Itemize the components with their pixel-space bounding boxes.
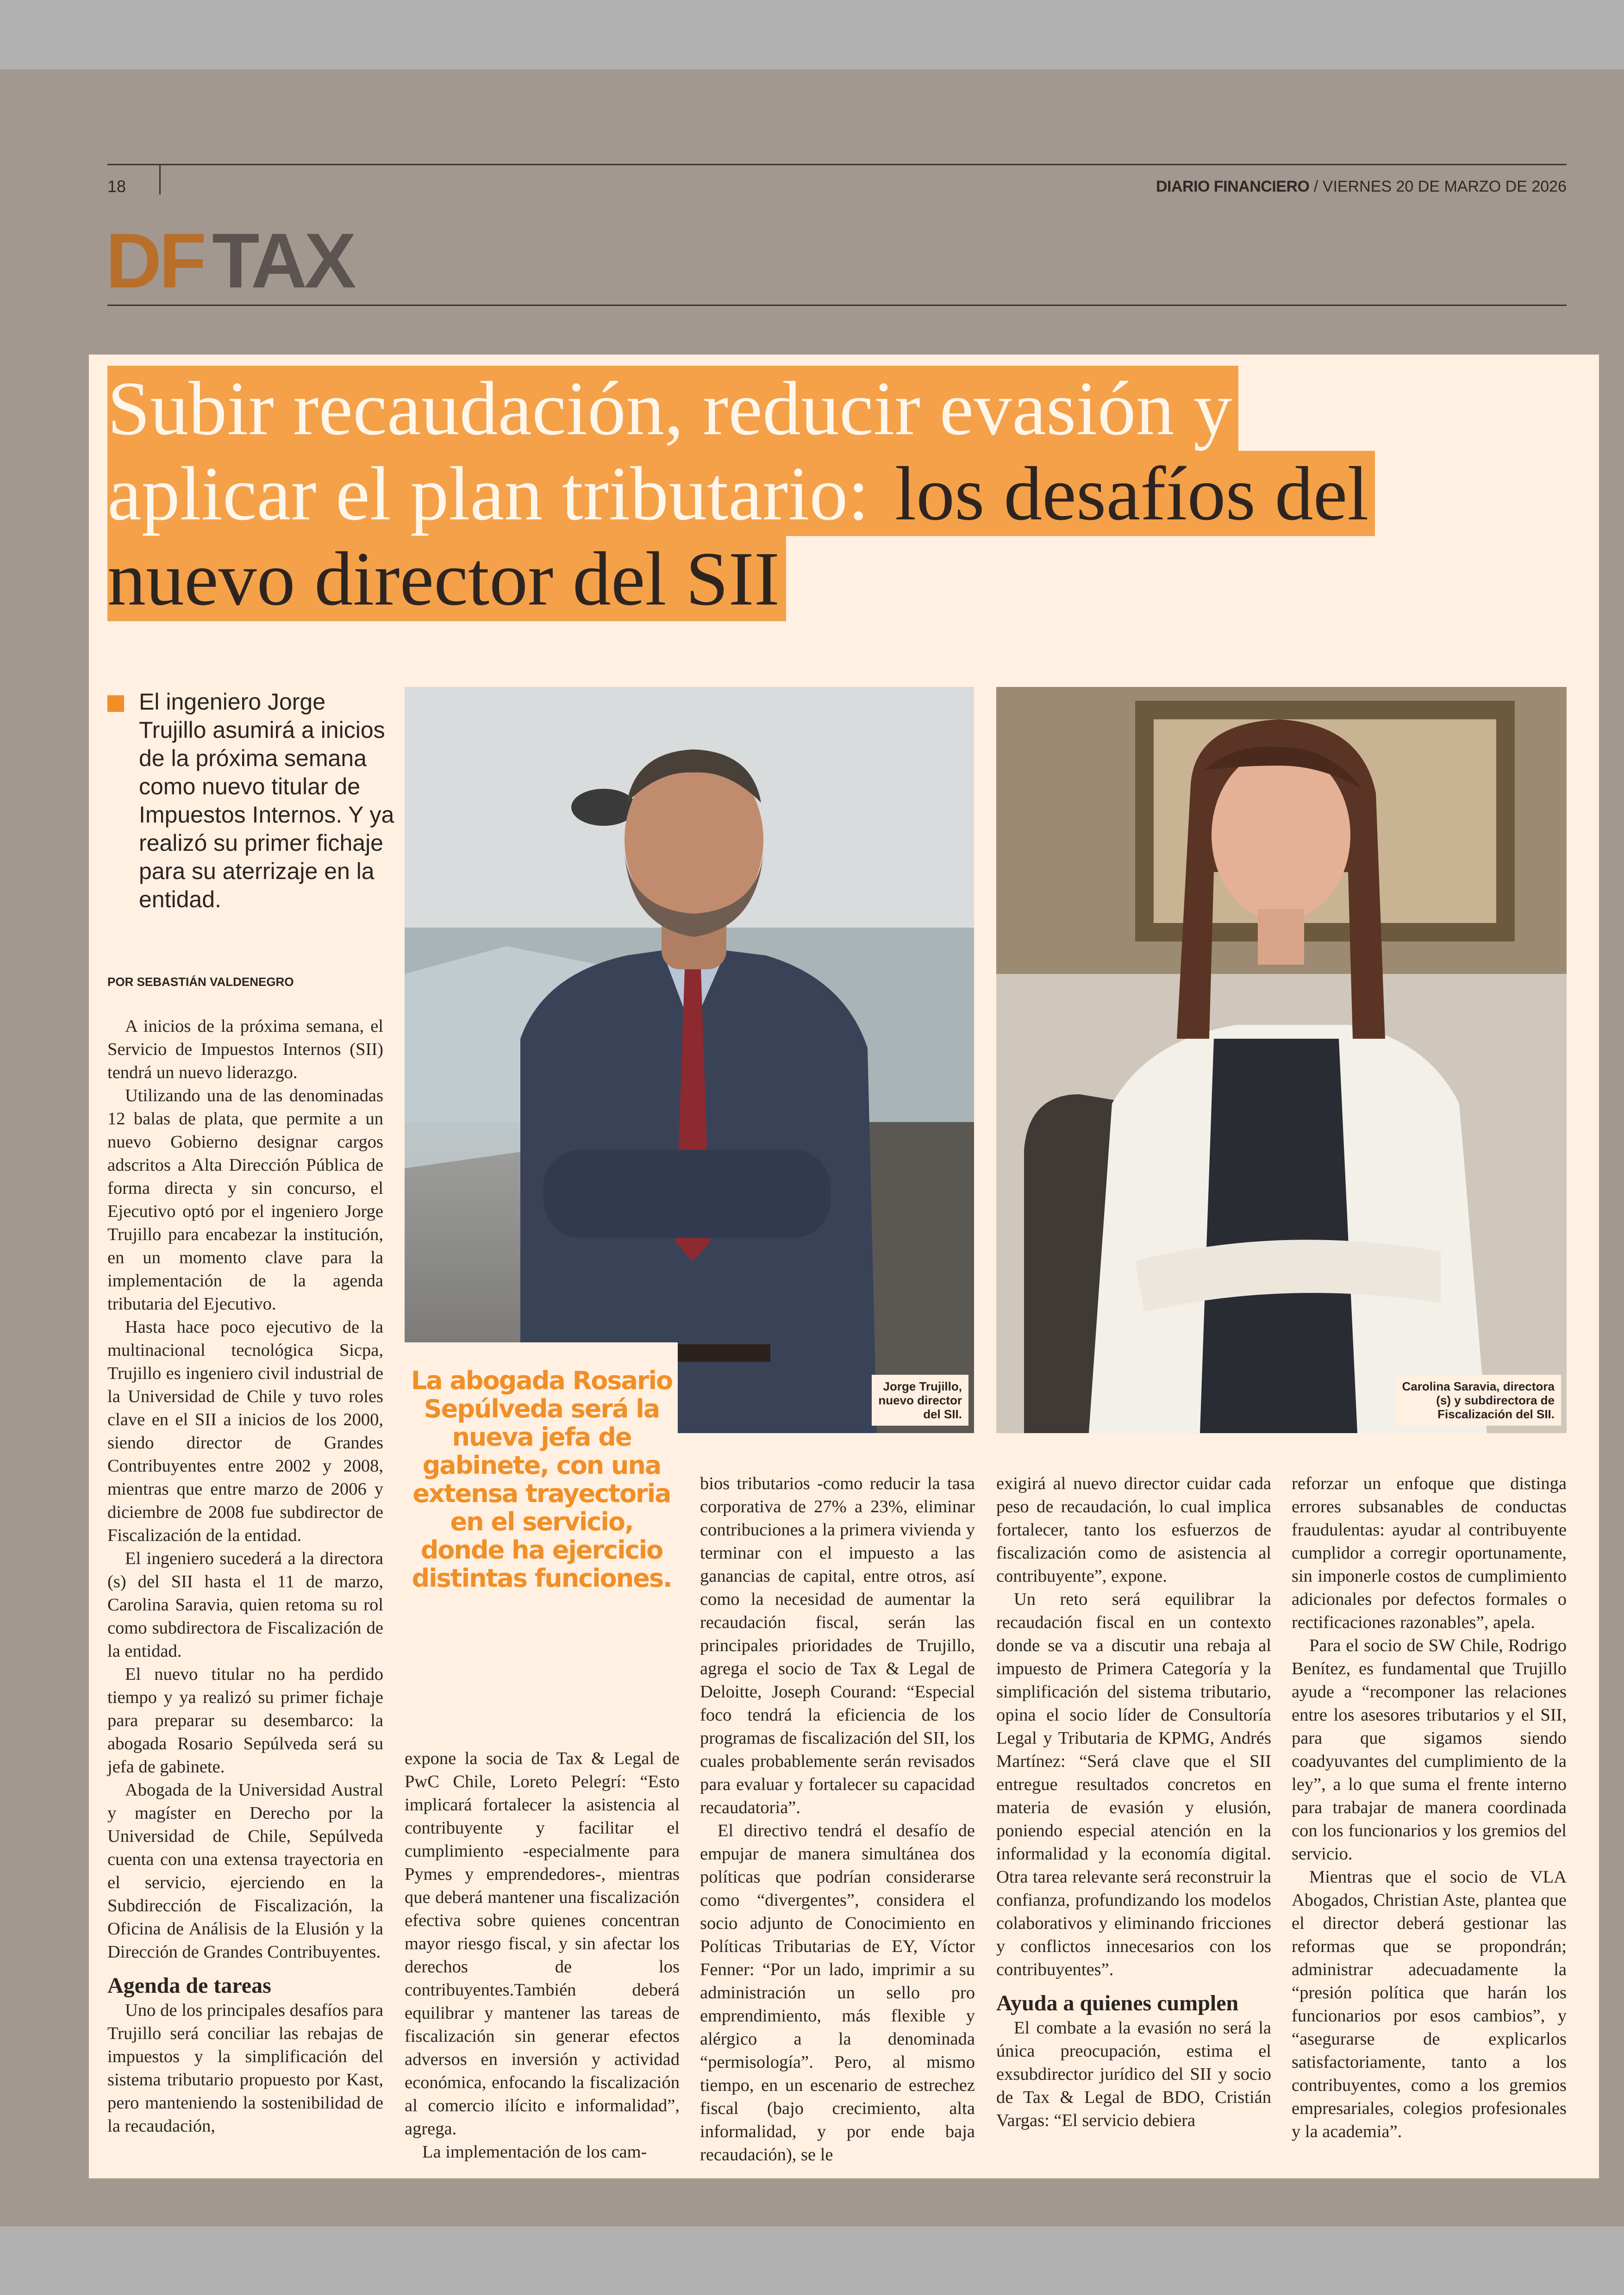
page-number-divider	[159, 165, 161, 194]
portrait-woman-illustration	[996, 687, 1567, 1433]
paragraph: El nuevo titular no ha perdido tiempo y ya realizó su primer fichaje para preparar su desembarco: la abogada Rosario Sepúlveda será su jefa de gabinete.	[107, 1665, 383, 1777]
headline	[107, 366, 1450, 621]
paragraph: Abogada de la Universidad Austral y magíster en Derecho por la Universidad de Chile, Sepúlveda cuenta con una extensa trayectoria en el servicio, ejerciendo en la Subdirección de Fiscalización, la Oficina de Análisis de la Elusión y la Dirección de Grandes Contribuyentes.	[107, 1780, 383, 1962]
byline: POR SEBASTIÁN VALDENEGRO	[107, 975, 294, 989]
page-number: 18	[107, 177, 126, 196]
pull-quote: La abogada Rosario Sepúlveda será la nueva jefa de gabinete, con una extensa trayectoria en el servicio, donde ha ejercicio distintas funciones.	[411, 1366, 673, 1593]
paragraph: El combate a la evasión no será la única preocupación, estima el exsubdirector jurídico del SII y socio de Tax & Legal de BDO, Cristián Vargas: “El servicio debiera	[996, 2018, 1271, 2130]
article-deck	[107, 688, 394, 914]
deck-text: El ingeniero Jorge Trujillo asumirá a inicios de la próxima semana como nuevo titular de Impuestos Internos. Y ya realizó su primer fichaje para su aterrizaje en la entidad.	[139, 689, 394, 912]
portrait-man-illustration	[405, 687, 974, 1433]
paragraph: La implementación de los cam-	[422, 2142, 647, 2162]
deck-bullet-square	[107, 695, 124, 712]
subhead-ayuda: Ayuda a quienes cumplen	[996, 1991, 1239, 2015]
newspaper-name: DIARIO FINANCIERO	[1156, 178, 1310, 195]
subhead-agenda: Agenda de tareas	[107, 1973, 271, 1998]
headline-highlighted: Subir recaudación, reducir evasión y aplicar el plan tributario:	[107, 366, 1238, 536]
photo-carolina-saravia	[996, 687, 1567, 1433]
paragraph: reforzar un enfoque que distinga errores subsanables de conductas fraudulentas: ayudar al contribuyente cumplidor a corregir oportunamente, sin imponerle costos de cumplimiento adicionales por defectos formales o rectificaciones razonables”, apela.	[1292, 1474, 1567, 1632]
article-column-5	[1292, 1472, 1567, 2143]
paragraph: bios tributarios -como reducir la tasa corporativa de 27% a 23%, eliminar contribuciones a la primera vivienda y terminar con el impuesto a las ganancias de capital, entre otros, así como la necesidad de aumentar la recaudación fiscal, serán las principales prioridades de Trujillo, agrega el socio de Tax & Legal de Deloitte, Joseph Courand: “Especial foco tendrá la eficiencia de los programas de fiscalización del SII, los cuales probablemente serán revisados para evaluar y fortalecer su capacidad recaudatoria”.	[700, 1474, 975, 1817]
photo-caption-saravia: Carolina Saravia, directora (s) y subdirectora de Fiscalización del SII.	[1396, 1375, 1561, 1426]
paragraph: Uno de los principales desafíos para Trujillo será conciliar las rebajas de impuestos y la simplificación del sistema tributario propuesto por Kast, pero manteniendo la sostenibilidad de la recaudación,	[107, 2001, 383, 2136]
article-column-4	[996, 1472, 1271, 2132]
top-rule	[107, 164, 1567, 165]
section-rule	[107, 305, 1567, 306]
paragraph: exigirá al nuevo director cuidar cada peso de recaudación, lo cual implica fortalecer, tanto los esfuerzos de fiscalización como de asistencia al contribuyente”, expone.	[996, 1474, 1271, 1586]
section-logo	[106, 217, 354, 304]
paragraph: Utilizando una de las denominadas 12 balas de plata, que permite a un nuevo Gobierno designar cargos adscritos a Alta Dirección Pública de forma directa y sin concurso, el Ejecutivo optó por el ingeniero Jorge Trujillo para encabezar la institución, en un momento clave para la implementación de la agenda tributaria del Ejecutivo.	[107, 1086, 383, 1314]
photo-jorge-trujillo	[405, 687, 974, 1433]
paragraph: El ingeniero sucederá a la directora (s) del SII hasta el 11 de marzo, Carolina Saravia, quien retoma su rol como subdirectora de Fiscalización de la entidad.	[107, 1549, 383, 1661]
dateline	[1156, 178, 1567, 196]
headline-dark: los desafíos del nuevo director del SII	[107, 451, 1375, 621]
paragraph: expone la socia de Tax & Legal de PwC Chile, Loreto Pelegrí: “Esto implicará fortalecer la asistencia al contribuyente y facilitar el cumplimiento -especialmente para Pymes y emprendedores-, mientras que deberá mantener una fiscalización efectiva sobre quienes concentran mayor riesgo fiscal, y sin afectar los derechos de los contribuyentes.También deberá equilibrar y mantener las tareas de fiscalización sin generar efectos adversos en inversión y actividad económica, enfocando la fiscalización al comercio ilícito e informalidad”, agrega.	[405, 1749, 680, 2139]
publication-date: / VIERNES 20 DE MARZO DE 2026	[1309, 178, 1567, 195]
section-logo-df: DF	[106, 217, 204, 304]
paragraph: Hasta hace poco ejecutivo de la multinacional tecnológica Sicpa, Trujillo es ingeniero civil industrial de la Universidad de Chile y tuvo roles clave en el SII a inicios de los 2000, siendo director de Grandes Contribuyentes entre 2002 y 2008, mientras que entre marzo de 2006 y diciembre de 2008 fue subdirector de Fiscalización de la entidad.	[107, 1317, 383, 1545]
paragraph: Mientras que el socio de VLA Abogados, Christian Aste, plantea que el director deberá gestionar las reformas que se propondrán; administrar adecuadamente la “presión política que harán los funcionarios por esos cambios”, y “asegurarse de explicarlos satisfactoriamente, tanto a los contribuyentes, como a los gremios empresariales, colegios profesionales y la academia”.	[1292, 1867, 1567, 2141]
article-column-3	[700, 1472, 975, 2166]
section-logo-tax: TAX	[212, 217, 354, 304]
article-column-2	[405, 1747, 680, 2164]
photo-caption-trujillo: Jorge Trujillo, nuevo director del SII.	[872, 1375, 968, 1426]
paragraph: Un reto será equilibrar la recaudación fiscal en un contexto donde se va a discutir una rebaja al impuesto de Primera Categoría y la simplificación del sistema tributario, opina el socio líder de Consultoría Legal y Tributaria de KPMG, Andrés Martínez: “Será clave que el SII entregue resultados concretos en materia de evasión y elusión, poniendo especial atención en la informalidad y la economía digital. Otra tarea relevante será reconstruir la confianza, profundizando los modelos colaborativos y eliminando fricciones y conflictos innecesarios con los contribuyentes”.	[996, 1590, 1271, 1979]
paragraph: El directivo tendrá el desafío de empujar de manera simultánea dos políticas que podrían considerarse como “divergentes”, considera el socio adjunto de Conocimiento en Políticas Tributarias de EY, Víctor Fenner: “Por un lado, imprimir a su administración un sello pro emprendimiento, más flexible y alérgico a la denominada “permisología”. Pero, al mismo tiempo, en un escenario de estrechez fiscal (bajo crecimiento, alta informalidad, y por ende baja recaudación), se le	[700, 1821, 975, 2164]
article-column-1	[107, 1015, 383, 2138]
paragraph: A inicios de la próxima semana, el Servicio de Impuestos Internos (SII) tendrá un nuevo liderazgo.	[107, 1017, 383, 1082]
paragraph: Para el socio de SW Chile, Rodrigo Benítez, es fundamental que Trujillo ayude a “recomponer las relaciones entre los asesores tributarios y el SII, para que sigamos siendo coadyuvantes del cumplimiento de la ley”, a lo que suma el frente interno para trabajar de manera coordinada con los funcionarios y los gremios del servicio.	[1292, 1636, 1567, 1864]
